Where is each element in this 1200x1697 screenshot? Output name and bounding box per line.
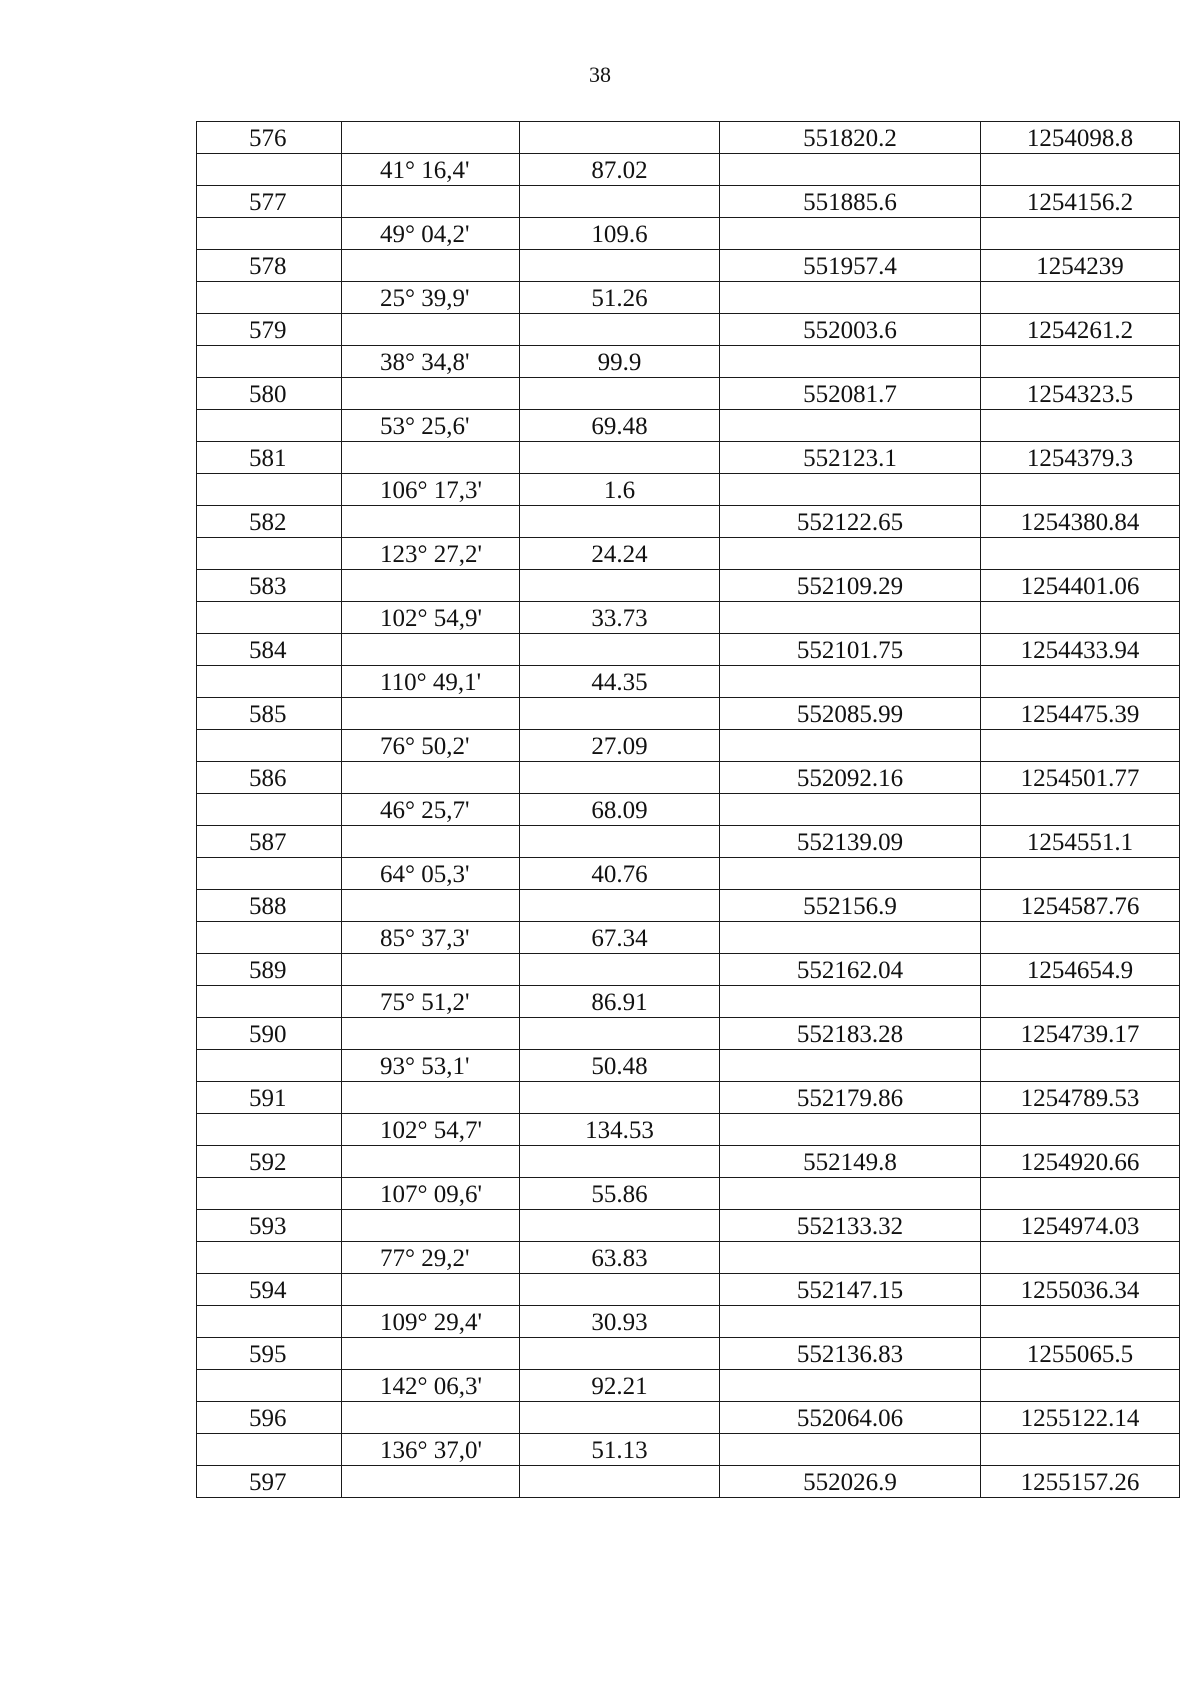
y-coordinate-cell bbox=[981, 346, 1180, 378]
y-coordinate-cell: 1254501.77 bbox=[981, 762, 1180, 794]
coordinates-table bbox=[196, 121, 1180, 1498]
distance-cell bbox=[520, 1018, 720, 1050]
direction-angle-cell bbox=[342, 570, 520, 602]
table-row-point bbox=[197, 1018, 1180, 1050]
direction-angle-cell bbox=[342, 762, 520, 794]
point-number-cell: 577 bbox=[197, 186, 342, 218]
y-coordinate-cell bbox=[981, 730, 1180, 762]
x-coordinate-cell bbox=[720, 922, 981, 954]
distance-cell bbox=[520, 1338, 720, 1370]
distance-cell: 67.34 bbox=[520, 922, 720, 954]
point-number-cell bbox=[197, 1370, 342, 1402]
y-coordinate-cell bbox=[981, 474, 1180, 506]
y-coordinate-cell: 1254475.39 bbox=[981, 698, 1180, 730]
table-row-point bbox=[197, 1466, 1180, 1498]
direction-angle-cell: 38° 34,8' bbox=[342, 346, 520, 378]
distance-cell: 1.6 bbox=[520, 474, 720, 506]
x-coordinate-cell bbox=[720, 1434, 981, 1466]
distance-cell: 63.83 bbox=[520, 1242, 720, 1274]
distance-cell bbox=[520, 634, 720, 666]
direction-angle-cell: 136° 37,0' bbox=[342, 1434, 520, 1466]
x-coordinate-cell: 551820.2 bbox=[720, 122, 981, 154]
distance-cell bbox=[520, 762, 720, 794]
point-number-cell bbox=[197, 602, 342, 634]
direction-angle-cell: 76° 50,2' bbox=[342, 730, 520, 762]
table-row-point bbox=[197, 378, 1180, 410]
distance-cell: 27.09 bbox=[520, 730, 720, 762]
table-body bbox=[197, 122, 1180, 1498]
distance-cell: 86.91 bbox=[520, 986, 720, 1018]
table-row-segment bbox=[197, 602, 1180, 634]
y-coordinate-cell bbox=[981, 1114, 1180, 1146]
table-row-segment bbox=[197, 922, 1180, 954]
table-row-point bbox=[197, 1274, 1180, 1306]
x-coordinate-cell: 551957.4 bbox=[720, 250, 981, 282]
direction-angle-cell bbox=[342, 1210, 520, 1242]
direction-angle-cell bbox=[342, 1402, 520, 1434]
point-number-cell: 595 bbox=[197, 1338, 342, 1370]
direction-angle-cell bbox=[342, 250, 520, 282]
distance-cell bbox=[520, 1274, 720, 1306]
table-row-point bbox=[197, 826, 1180, 858]
point-number-cell: 592 bbox=[197, 1146, 342, 1178]
distance-cell bbox=[520, 186, 720, 218]
distance-cell: 51.26 bbox=[520, 282, 720, 314]
distance-cell: 109.6 bbox=[520, 218, 720, 250]
direction-angle-cell bbox=[342, 314, 520, 346]
direction-angle-cell bbox=[342, 1466, 520, 1498]
point-number-cell bbox=[197, 1242, 342, 1274]
distance-cell bbox=[520, 122, 720, 154]
point-number-cell: 586 bbox=[197, 762, 342, 794]
direction-angle-cell: 77° 29,2' bbox=[342, 1242, 520, 1274]
distance-cell: 30.93 bbox=[520, 1306, 720, 1338]
x-coordinate-cell bbox=[720, 538, 981, 570]
page-number: 38 bbox=[589, 62, 611, 87]
y-coordinate-cell bbox=[981, 1306, 1180, 1338]
table-row-segment bbox=[197, 1306, 1180, 1338]
y-coordinate-cell bbox=[981, 1434, 1180, 1466]
direction-angle-cell: 85° 37,3' bbox=[342, 922, 520, 954]
x-coordinate-cell: 552101.75 bbox=[720, 634, 981, 666]
point-number-cell bbox=[197, 538, 342, 570]
direction-angle-cell bbox=[342, 954, 520, 986]
distance-cell bbox=[520, 314, 720, 346]
table-row-segment bbox=[197, 154, 1180, 186]
point-number-cell bbox=[197, 1178, 342, 1210]
y-coordinate-cell: 1254323.5 bbox=[981, 378, 1180, 410]
direction-angle-cell: 107° 09,6' bbox=[342, 1178, 520, 1210]
table-row-segment bbox=[197, 1050, 1180, 1082]
distance-cell bbox=[520, 1210, 720, 1242]
y-coordinate-cell bbox=[981, 1370, 1180, 1402]
distance-cell: 55.86 bbox=[520, 1178, 720, 1210]
y-coordinate-cell: 1254433.94 bbox=[981, 634, 1180, 666]
table-row-segment bbox=[197, 474, 1180, 506]
point-number-cell: 593 bbox=[197, 1210, 342, 1242]
x-coordinate-cell bbox=[720, 986, 981, 1018]
point-number-cell bbox=[197, 282, 342, 314]
y-coordinate-cell bbox=[981, 282, 1180, 314]
table-row-segment bbox=[197, 346, 1180, 378]
x-coordinate-cell: 552162.04 bbox=[720, 954, 981, 986]
x-coordinate-cell: 552092.16 bbox=[720, 762, 981, 794]
distance-cell: 69.48 bbox=[520, 410, 720, 442]
x-coordinate-cell bbox=[720, 346, 981, 378]
distance-cell bbox=[520, 442, 720, 474]
distance-cell bbox=[520, 1402, 720, 1434]
distance-cell bbox=[520, 378, 720, 410]
distance-cell bbox=[520, 570, 720, 602]
table-row-segment bbox=[197, 1434, 1180, 1466]
y-coordinate-cell: 1254739.17 bbox=[981, 1018, 1180, 1050]
x-coordinate-cell bbox=[720, 666, 981, 698]
point-number-cell bbox=[197, 794, 342, 826]
point-number-cell bbox=[197, 218, 342, 250]
y-coordinate-cell bbox=[981, 410, 1180, 442]
distance-cell: 92.21 bbox=[520, 1370, 720, 1402]
x-coordinate-cell bbox=[720, 1242, 981, 1274]
x-coordinate-cell: 552109.29 bbox=[720, 570, 981, 602]
y-coordinate-cell bbox=[981, 858, 1180, 890]
table-row-point bbox=[197, 1338, 1180, 1370]
x-coordinate-cell bbox=[720, 602, 981, 634]
y-coordinate-cell bbox=[981, 538, 1180, 570]
distance-cell: 33.73 bbox=[520, 602, 720, 634]
point-number-cell: 576 bbox=[197, 122, 342, 154]
x-coordinate-cell bbox=[720, 474, 981, 506]
y-coordinate-cell: 1254098.8 bbox=[981, 122, 1180, 154]
x-coordinate-cell: 552064.06 bbox=[720, 1402, 981, 1434]
table-row-point bbox=[197, 1402, 1180, 1434]
direction-angle-cell: 102° 54,9' bbox=[342, 602, 520, 634]
point-number-cell bbox=[197, 666, 342, 698]
y-coordinate-cell: 1254401.06 bbox=[981, 570, 1180, 602]
direction-angle-cell bbox=[342, 826, 520, 858]
y-coordinate-cell bbox=[981, 602, 1180, 634]
distance-cell bbox=[520, 1082, 720, 1114]
point-number-cell: 591 bbox=[197, 1082, 342, 1114]
x-coordinate-cell: 552081.7 bbox=[720, 378, 981, 410]
y-coordinate-cell: 1254789.53 bbox=[981, 1082, 1180, 1114]
y-coordinate-cell bbox=[981, 1178, 1180, 1210]
y-coordinate-cell: 1254920.66 bbox=[981, 1146, 1180, 1178]
x-coordinate-cell: 552156.9 bbox=[720, 890, 981, 922]
table-row-point bbox=[197, 634, 1180, 666]
distance-cell: 44.35 bbox=[520, 666, 720, 698]
point-number-cell bbox=[197, 154, 342, 186]
x-coordinate-cell: 552183.28 bbox=[720, 1018, 981, 1050]
x-coordinate-cell bbox=[720, 218, 981, 250]
table-row-segment bbox=[197, 986, 1180, 1018]
table-row-segment bbox=[197, 858, 1180, 890]
distance-cell: 87.02 bbox=[520, 154, 720, 186]
distance-cell: 50.48 bbox=[520, 1050, 720, 1082]
direction-angle-cell bbox=[342, 698, 520, 730]
point-number-cell: 581 bbox=[197, 442, 342, 474]
y-coordinate-cell: 1255157.26 bbox=[981, 1466, 1180, 1498]
table-row-point bbox=[197, 954, 1180, 986]
direction-angle-cell bbox=[342, 1146, 520, 1178]
point-number-cell bbox=[197, 1306, 342, 1338]
x-coordinate-cell bbox=[720, 794, 981, 826]
distance-cell bbox=[520, 506, 720, 538]
point-number-cell: 584 bbox=[197, 634, 342, 666]
y-coordinate-cell bbox=[981, 666, 1180, 698]
x-coordinate-cell: 552136.83 bbox=[720, 1338, 981, 1370]
x-coordinate-cell: 552133.32 bbox=[720, 1210, 981, 1242]
y-coordinate-cell bbox=[981, 154, 1180, 186]
x-coordinate-cell: 551885.6 bbox=[720, 186, 981, 218]
y-coordinate-cell: 1254380.84 bbox=[981, 506, 1180, 538]
x-coordinate-cell: 552123.1 bbox=[720, 442, 981, 474]
x-coordinate-cell bbox=[720, 154, 981, 186]
y-coordinate-cell bbox=[981, 986, 1180, 1018]
direction-angle-cell bbox=[342, 122, 520, 154]
table-row-segment bbox=[197, 218, 1180, 250]
y-coordinate-cell: 1254261.2 bbox=[981, 314, 1180, 346]
y-coordinate-cell: 1254379.3 bbox=[981, 442, 1180, 474]
point-number-cell: 578 bbox=[197, 250, 342, 282]
table-row-segment bbox=[197, 538, 1180, 570]
y-coordinate-cell: 1254587.76 bbox=[981, 890, 1180, 922]
distance-cell bbox=[520, 890, 720, 922]
table-row-point bbox=[197, 250, 1180, 282]
point-number-cell: 579 bbox=[197, 314, 342, 346]
table-row-point bbox=[197, 186, 1180, 218]
point-number-cell bbox=[197, 858, 342, 890]
direction-angle-cell: 93° 53,1' bbox=[342, 1050, 520, 1082]
direction-angle-cell bbox=[342, 1274, 520, 1306]
distance-cell: 134.53 bbox=[520, 1114, 720, 1146]
direction-angle-cell: 53° 25,6' bbox=[342, 410, 520, 442]
distance-cell: 51.13 bbox=[520, 1434, 720, 1466]
table-row-point bbox=[197, 890, 1180, 922]
distance-cell bbox=[520, 698, 720, 730]
table-row-segment bbox=[197, 410, 1180, 442]
point-number-cell: 587 bbox=[197, 826, 342, 858]
table-row-point bbox=[197, 570, 1180, 602]
distance-cell: 68.09 bbox=[520, 794, 720, 826]
direction-angle-cell: 46° 25,7' bbox=[342, 794, 520, 826]
table-row-segment bbox=[197, 666, 1180, 698]
point-number-cell: 589 bbox=[197, 954, 342, 986]
distance-cell: 24.24 bbox=[520, 538, 720, 570]
distance-cell: 99.9 bbox=[520, 346, 720, 378]
distance-cell: 40.76 bbox=[520, 858, 720, 890]
y-coordinate-cell: 1254654.9 bbox=[981, 954, 1180, 986]
x-coordinate-cell: 552122.65 bbox=[720, 506, 981, 538]
direction-angle-cell: 75° 51,2' bbox=[342, 986, 520, 1018]
distance-cell bbox=[520, 250, 720, 282]
distance-cell bbox=[520, 1146, 720, 1178]
point-number-cell: 585 bbox=[197, 698, 342, 730]
point-number-cell: 588 bbox=[197, 890, 342, 922]
x-coordinate-cell: 552179.86 bbox=[720, 1082, 981, 1114]
table-row-point bbox=[197, 1146, 1180, 1178]
direction-angle-cell: 106° 17,3' bbox=[342, 474, 520, 506]
distance-cell bbox=[520, 954, 720, 986]
y-coordinate-cell: 1255065.5 bbox=[981, 1338, 1180, 1370]
point-number-cell bbox=[197, 474, 342, 506]
y-coordinate-cell bbox=[981, 922, 1180, 954]
direction-angle-cell: 110° 49,1' bbox=[342, 666, 520, 698]
table-row-point bbox=[197, 698, 1180, 730]
point-number-cell bbox=[197, 922, 342, 954]
direction-angle-cell bbox=[342, 1338, 520, 1370]
direction-angle-cell bbox=[342, 634, 520, 666]
direction-angle-cell bbox=[342, 442, 520, 474]
direction-angle-cell bbox=[342, 378, 520, 410]
point-number-cell: 583 bbox=[197, 570, 342, 602]
y-coordinate-cell bbox=[981, 218, 1180, 250]
x-coordinate-cell bbox=[720, 1370, 981, 1402]
point-number-cell bbox=[197, 1050, 342, 1082]
point-number-cell bbox=[197, 730, 342, 762]
x-coordinate-cell bbox=[720, 1306, 981, 1338]
y-coordinate-cell bbox=[981, 1050, 1180, 1082]
direction-angle-cell: 64° 05,3' bbox=[342, 858, 520, 890]
table-row-segment bbox=[197, 282, 1180, 314]
table-row-point bbox=[197, 122, 1180, 154]
direction-angle-cell bbox=[342, 506, 520, 538]
direction-angle-cell: 102° 54,7' bbox=[342, 1114, 520, 1146]
direction-angle-cell: 123° 27,2' bbox=[342, 538, 520, 570]
x-coordinate-cell: 552139.09 bbox=[720, 826, 981, 858]
direction-angle-cell: 25° 39,9' bbox=[342, 282, 520, 314]
y-coordinate-cell: 1254156.2 bbox=[981, 186, 1180, 218]
point-number-cell bbox=[197, 986, 342, 1018]
x-coordinate-cell bbox=[720, 730, 981, 762]
direction-angle-cell: 109° 29,4' bbox=[342, 1306, 520, 1338]
x-coordinate-cell bbox=[720, 1114, 981, 1146]
table-row-segment bbox=[197, 1370, 1180, 1402]
y-coordinate-cell: 1254239 bbox=[981, 250, 1180, 282]
y-coordinate-cell: 1254551.1 bbox=[981, 826, 1180, 858]
direction-angle-cell bbox=[342, 1082, 520, 1114]
y-coordinate-cell bbox=[981, 794, 1180, 826]
direction-angle-cell: 142° 06,3' bbox=[342, 1370, 520, 1402]
x-coordinate-cell: 552026.9 bbox=[720, 1466, 981, 1498]
table-row-point bbox=[197, 1210, 1180, 1242]
direction-angle-cell: 49° 04,2' bbox=[342, 218, 520, 250]
point-number-cell: 594 bbox=[197, 1274, 342, 1306]
y-coordinate-cell bbox=[981, 1242, 1180, 1274]
table-row-point bbox=[197, 1082, 1180, 1114]
direction-angle-cell bbox=[342, 890, 520, 922]
direction-angle-cell bbox=[342, 1018, 520, 1050]
point-number-cell: 580 bbox=[197, 378, 342, 410]
direction-angle-cell: 41° 16,4' bbox=[342, 154, 520, 186]
y-coordinate-cell: 1255036.34 bbox=[981, 1274, 1180, 1306]
table-row-segment bbox=[197, 730, 1180, 762]
table-row-segment bbox=[197, 1178, 1180, 1210]
table-row-point bbox=[197, 442, 1180, 474]
point-number-cell: 590 bbox=[197, 1018, 342, 1050]
point-number-cell bbox=[197, 1434, 342, 1466]
distance-cell bbox=[520, 1466, 720, 1498]
x-coordinate-cell bbox=[720, 410, 981, 442]
x-coordinate-cell bbox=[720, 1178, 981, 1210]
x-coordinate-cell: 552149.8 bbox=[720, 1146, 981, 1178]
direction-angle-cell bbox=[342, 186, 520, 218]
table-row-point bbox=[197, 762, 1180, 794]
table-row-segment bbox=[197, 1114, 1180, 1146]
y-coordinate-cell: 1255122.14 bbox=[981, 1402, 1180, 1434]
y-coordinate-cell: 1254974.03 bbox=[981, 1210, 1180, 1242]
table-row-point bbox=[197, 506, 1180, 538]
x-coordinate-cell: 552147.15 bbox=[720, 1274, 981, 1306]
point-number-cell bbox=[197, 1114, 342, 1146]
point-number-cell bbox=[197, 410, 342, 442]
x-coordinate-cell: 552085.99 bbox=[720, 698, 981, 730]
x-coordinate-cell bbox=[720, 1050, 981, 1082]
x-coordinate-cell: 552003.6 bbox=[720, 314, 981, 346]
table-row-segment bbox=[197, 1242, 1180, 1274]
distance-cell bbox=[520, 826, 720, 858]
point-number-cell: 597 bbox=[197, 1466, 342, 1498]
x-coordinate-cell bbox=[720, 858, 981, 890]
point-number-cell: 582 bbox=[197, 506, 342, 538]
point-number-cell bbox=[197, 346, 342, 378]
table-row-segment bbox=[197, 794, 1180, 826]
table-row-point bbox=[197, 314, 1180, 346]
point-number-cell: 596 bbox=[197, 1402, 342, 1434]
x-coordinate-cell bbox=[720, 282, 981, 314]
